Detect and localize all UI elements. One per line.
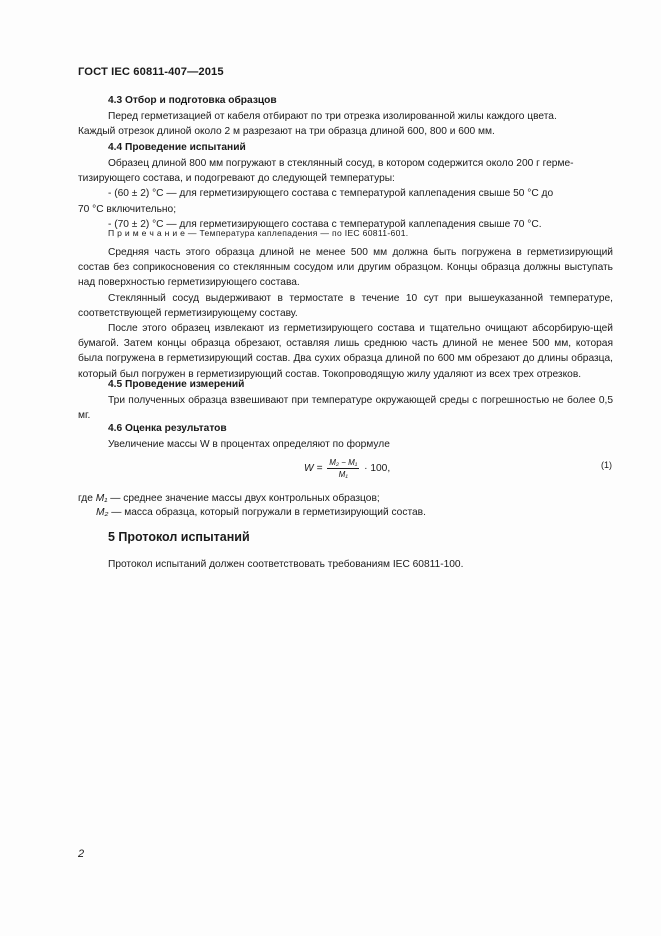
formula-numerator: M₂ − M₁ — [329, 458, 358, 467]
list-item: - (60 ± 2) °C — для герметизирующего состава с температурой каплепадения свыше 50 °C до — [108, 188, 554, 200]
section-4-6-title: 4.6 Оценка результатов — [108, 423, 227, 434]
paragraph: тизирующего состава, и подогревают до следующей температуры: — [78, 173, 395, 185]
symbol-m2: M₂ — [96, 507, 109, 518]
list-item: - (70 ± 2) °C — для герметизирующего состава с температурой каплепадения свыше 70 °C. — [108, 218, 542, 230]
section-4-5-title: 4.5 Проведение измерений — [108, 379, 245, 390]
section-4-4-title: 4.4 Проведение испытаний — [108, 142, 246, 153]
symbol-m1-definition: — среднее значение массы двух контрольных образцов; — [110, 493, 380, 504]
formula-fraction — [327, 458, 359, 479]
section-4-4-text — [78, 156, 613, 232]
symbol-m2-definition: — масса образца, который погружали в герметизирующий состав. — [111, 507, 426, 518]
where-prefix: где — [78, 493, 93, 504]
document-header: ГОСТ IEC 60811-407—2015 — [78, 66, 224, 78]
formula-denominator: M₁ — [338, 470, 348, 479]
paragraph: Каждый отрезок длиной около 2 м разрезают на три образца длиной 600, 800 и 600 мм. — [78, 126, 495, 138]
paragraph: Средняя часть этого образца длиной не менее 500 мм должна быть погружена в герметизирующий состав без соприкосновения со стеклянным сосудом или другим образцом. Концы образца должны выступать над поверхностью герметизирующего состава. — [78, 247, 613, 289]
symbol-m1: M₁ — [95, 493, 108, 504]
list-item-continuation: 70 °C включительно; — [78, 203, 177, 215]
paragraph: После этого образец извлекают из герметизирующего состава и тщательно очищают абсорбирую-щей бумагой. Затем концы образца обрезают, оставляя лишь среднюю часть длиной не менее 500 мм, которая была погружена в герметизирующий состав. Два сухих образца длиной по 600 мм обрезают до длины образца, который был погружен в герметизирующий состав. Токопроводящую жилу удаляют из всех трех отрезков. — [78, 323, 613, 380]
formula — [304, 458, 390, 479]
where-line-1 — [78, 491, 380, 506]
paragraph: Увеличение массы W в процентах определяют по формуле — [108, 439, 390, 450]
paragraph: Три полученных образца взвешивают при температуре окружающей среды с погрешностью не более 0,5 мг. — [78, 395, 613, 422]
page-number: 2 — [78, 848, 85, 860]
paragraph: Протокол испытаний должен соответствовать требованиям IEC 60811-100. — [108, 559, 464, 570]
section-4-4-body — [78, 245, 613, 382]
where-line-2 — [96, 505, 426, 520]
formula-rhs: · 100, — [364, 463, 391, 475]
section-4-5-text — [78, 393, 613, 423]
section-4-3-title: 4.3 Отбор и подготовка образцов — [108, 95, 277, 106]
equation-number: (1) — [601, 460, 612, 470]
section-4-6-text — [78, 437, 613, 452]
paragraph: Перед герметизацией от кабеля отбирают по три отрезка изолированной жилы каждого цвета. — [108, 111, 557, 122]
paragraph: Стеклянный сосуд выдерживают в термостате в течение 10 сут при вышеуказанной температуре, соответствующей герметизирующему составу. — [78, 292, 613, 319]
paragraph: Образец длиной 800 мм погружают в стеклянный сосуд, в котором содержится около 200 г герме- — [108, 158, 574, 169]
section-5-title: 5 Протокол испытаний — [108, 530, 250, 544]
section-4-3-text — [78, 109, 613, 139]
formula-lhs: W = — [304, 463, 323, 475]
section-5-text — [78, 557, 613, 572]
note: П р и м е ч а н и е — Температура каплепадения — по IEC 60811-601. — [108, 228, 409, 238]
